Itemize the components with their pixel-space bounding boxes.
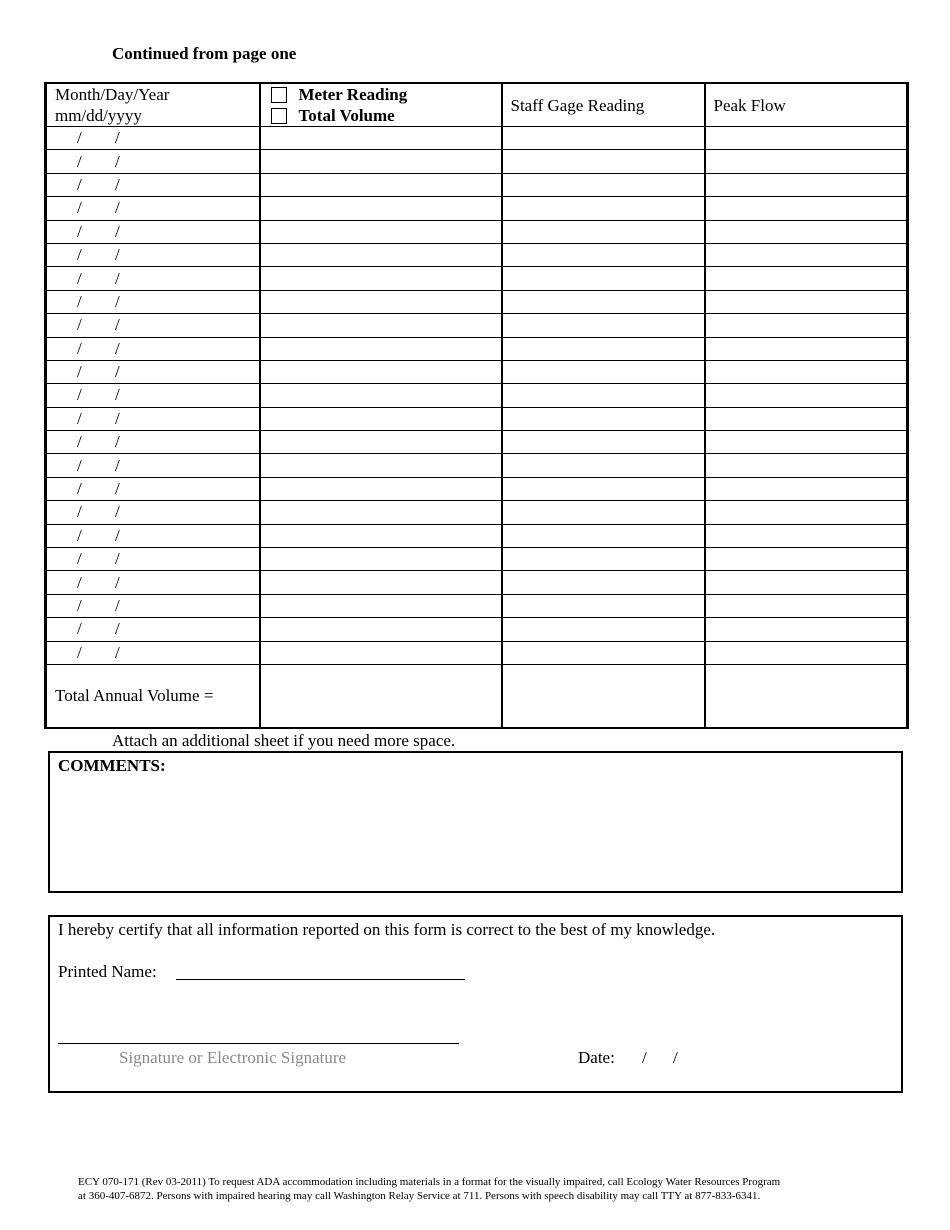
reading-cell[interactable] — [260, 594, 502, 617]
table-row — [46, 127, 908, 150]
footer-line-1: ECY 070-171 (Rev 03-2011) To request ADA accommodation including materials in a format for the visually impaired, call Ecology Water Resources Program — [78, 1176, 781, 1188]
staff-gage-cell[interactable] — [502, 571, 705, 594]
reading-cell[interactable] — [260, 337, 502, 360]
table-row — [46, 407, 908, 430]
reading-cell[interactable] — [260, 360, 502, 383]
staff-gage-cell[interactable] — [502, 641, 705, 664]
footer-line-2: at 360-407-6872. Persons with impaired hearing may call Washington Relay Service at 711. Persons with speech disability may call TTY at 877-833-6341. — [78, 1190, 761, 1202]
date-cell[interactable] — [46, 501, 260, 524]
date-slash: / — [115, 198, 120, 218]
peak-flow-cell[interactable] — [705, 360, 908, 383]
date-slash: / — [115, 174, 120, 194]
peak-flow-cell[interactable] — [705, 524, 908, 547]
table-row — [46, 641, 908, 664]
total-annual-volume-label: Total Annual Volume = — [46, 664, 260, 728]
staff-gage-cell[interactable] — [502, 454, 705, 477]
date-cell[interactable] — [46, 571, 260, 594]
staff-gage-cell[interactable] — [502, 431, 705, 454]
reading-cell[interactable] — [260, 501, 502, 524]
table-row — [46, 197, 908, 220]
peak-flow-cell[interactable] — [705, 314, 908, 337]
date-cell[interactable] — [46, 173, 260, 196]
date-slash: / — [77, 642, 82, 662]
table-row — [46, 618, 908, 641]
reading-cell[interactable] — [260, 243, 502, 266]
date-slash: / — [642, 1048, 647, 1067]
date-slash: / — [115, 221, 120, 241]
table-row — [46, 243, 908, 266]
date-slash: / — [115, 245, 120, 265]
staff-gage-cell[interactable] — [502, 501, 705, 524]
table-row — [46, 571, 908, 594]
table-row — [46, 150, 908, 173]
date-cell[interactable] — [46, 641, 260, 664]
date-slash: / — [77, 479, 82, 499]
header-reading-type — [260, 83, 502, 127]
date-slash: / — [115, 572, 120, 592]
date-slash: / — [77, 362, 82, 382]
reading-cell[interactable] — [260, 220, 502, 243]
date-cell[interactable] — [46, 618, 260, 641]
table-row — [46, 220, 908, 243]
date-slash: / — [77, 619, 82, 639]
reading-cell[interactable] — [260, 173, 502, 196]
peak-flow-cell[interactable] — [705, 243, 908, 266]
date-slash: / — [115, 642, 120, 662]
printed-name-label: Printed Name: — [58, 962, 157, 981]
reading-cell[interactable] — [260, 267, 502, 290]
date-slash: / — [77, 408, 82, 428]
table-header-row — [46, 83, 908, 127]
total-volume-checkbox[interactable] — [271, 108, 287, 124]
total-staff-field[interactable] — [502, 664, 705, 728]
peak-flow-cell[interactable] — [705, 618, 908, 641]
date-slash: / — [77, 338, 82, 358]
total-volume-label: Total Volume — [298, 106, 395, 125]
reading-cell[interactable] — [260, 197, 502, 220]
date-slash: / — [115, 479, 120, 499]
peak-flow-cell[interactable] — [705, 220, 908, 243]
peak-flow-cell[interactable] — [705, 477, 908, 500]
date-slash: / — [115, 362, 120, 382]
staff-gage-cell[interactable] — [502, 314, 705, 337]
date-slash: / — [77, 315, 82, 335]
staff-gage-cell[interactable] — [502, 618, 705, 641]
printed-name-field[interactable] — [176, 979, 465, 980]
peak-flow-cell[interactable] — [705, 173, 908, 196]
peak-flow-cell[interactable] — [705, 197, 908, 220]
total-annual-volume-row — [46, 664, 908, 728]
date-cell[interactable] — [46, 524, 260, 547]
certification-box — [48, 915, 903, 1093]
table-row — [46, 501, 908, 524]
date-cell[interactable] — [46, 314, 260, 337]
header-date — [46, 83, 260, 127]
certification-statement: I hereby certify that all information reported on this form is correct to the best of my knowledge. — [58, 920, 716, 939]
peak-flow-cell[interactable] — [705, 384, 908, 407]
date-slash: / — [77, 268, 82, 288]
table-row — [46, 314, 908, 337]
date-slash: / — [115, 338, 120, 358]
peak-flow-cell[interactable] — [705, 431, 908, 454]
peak-flow-cell[interactable] — [705, 127, 908, 150]
date-slash: / — [77, 151, 82, 171]
staff-gage-cell[interactable] — [502, 220, 705, 243]
peak-flow-cell[interactable] — [705, 407, 908, 430]
peak-flow-cell[interactable] — [705, 337, 908, 360]
total-peak-field[interactable] — [705, 664, 908, 728]
date-cell[interactable] — [46, 267, 260, 290]
date-slash: / — [77, 221, 82, 241]
date-slash: / — [115, 502, 120, 522]
peak-flow-cell[interactable] — [705, 501, 908, 524]
staff-gage-cell[interactable] — [502, 173, 705, 196]
date-slash: / — [77, 291, 82, 311]
table-row — [46, 431, 908, 454]
reading-cell[interactable] — [260, 524, 502, 547]
staff-gage-cell[interactable] — [502, 524, 705, 547]
table-row — [46, 384, 908, 407]
date-cell[interactable] — [46, 454, 260, 477]
header-date-line2: mm/dd/yyyy — [55, 106, 142, 125]
staff-gage-cell[interactable] — [502, 267, 705, 290]
date-cell[interactable] — [46, 594, 260, 617]
table-row — [46, 267, 908, 290]
date-slash: / — [77, 502, 82, 522]
peak-flow-cell[interactable] — [705, 641, 908, 664]
peak-flow-cell[interactable] — [705, 150, 908, 173]
date-slash: / — [115, 291, 120, 311]
reading-cell[interactable] — [260, 641, 502, 664]
staff-gage-cell[interactable] — [502, 360, 705, 383]
table-row — [46, 477, 908, 500]
comments-label: COMMENTS: — [58, 756, 166, 775]
date-slash: / — [77, 432, 82, 452]
reading-cell[interactable] — [260, 431, 502, 454]
attach-note: Attach an additional sheet if you need more space. — [112, 731, 456, 750]
staff-gage-cell[interactable] — [502, 407, 705, 430]
date-slash: / — [115, 455, 120, 475]
staff-gage-cell[interactable] — [502, 290, 705, 313]
reading-cell[interactable] — [260, 548, 502, 571]
date-cell[interactable] — [46, 384, 260, 407]
date-slash: / — [115, 619, 120, 639]
peak-flow-cell[interactable] — [705, 571, 908, 594]
comments-box[interactable] — [48, 751, 903, 893]
staff-gage-cell[interactable] — [502, 150, 705, 173]
date-cell[interactable] — [46, 220, 260, 243]
date-slash: / — [673, 1048, 678, 1067]
table-row — [46, 454, 908, 477]
header-date-line1: Month/Day/Year — [55, 85, 170, 104]
date-slash: / — [115, 525, 120, 545]
total-annual-volume-field[interactable] — [260, 664, 502, 728]
signature-field[interactable] — [58, 1043, 459, 1044]
date-slash: / — [115, 151, 120, 171]
staff-gage-cell[interactable] — [502, 477, 705, 500]
reading-cell[interactable] — [260, 454, 502, 477]
reading-cell[interactable] — [260, 384, 502, 407]
peak-flow-cell[interactable] — [705, 454, 908, 477]
header-staff-gage: Staff Gage Reading — [502, 83, 705, 127]
date-slash: / — [115, 432, 120, 452]
table-row — [46, 594, 908, 617]
table-row — [46, 173, 908, 196]
date-cell[interactable] — [46, 360, 260, 383]
date-cell[interactable] — [46, 407, 260, 430]
reading-cell[interactable] — [260, 314, 502, 337]
staff-gage-cell[interactable] — [502, 243, 705, 266]
staff-gage-cell[interactable] — [502, 127, 705, 150]
water-use-log-table — [44, 82, 909, 729]
reading-cell[interactable] — [260, 290, 502, 313]
table-row — [46, 360, 908, 383]
peak-flow-cell[interactable] — [705, 594, 908, 617]
table-row — [46, 290, 908, 313]
date-slash: / — [77, 198, 82, 218]
date-label: Date: — [578, 1048, 615, 1067]
date-slash: / — [115, 385, 120, 405]
meter-reading-label: Meter Reading — [298, 85, 408, 104]
table-row — [46, 337, 908, 360]
date-cell[interactable] — [46, 431, 260, 454]
reading-cell[interactable] — [260, 571, 502, 594]
reading-cell[interactable] — [260, 477, 502, 500]
peak-flow-cell[interactable] — [705, 267, 908, 290]
date-cell[interactable] — [46, 150, 260, 173]
continued-heading: Continued from page one — [112, 44, 297, 63]
date-slash: / — [77, 596, 82, 615]
date-cell[interactable] — [46, 337, 260, 360]
date-slash: / — [77, 525, 82, 545]
reading-cell[interactable] — [260, 127, 502, 150]
date-cell[interactable] — [46, 290, 260, 313]
date-field[interactable] — [642, 1048, 704, 1068]
date-slash: / — [77, 174, 82, 194]
date-slash: / — [77, 385, 82, 405]
header-peak-flow: Peak Flow — [705, 83, 908, 127]
staff-gage-cell[interactable] — [502, 337, 705, 360]
reading-cell[interactable] — [260, 150, 502, 173]
table-row — [46, 548, 908, 571]
peak-flow-cell[interactable] — [705, 290, 908, 313]
date-cell[interactable] — [46, 548, 260, 571]
date-cell[interactable] — [46, 127, 260, 150]
staff-gage-cell[interactable] — [502, 197, 705, 220]
date-slash: / — [115, 549, 120, 569]
date-slash: / — [77, 128, 82, 148]
date-slash: / — [115, 315, 120, 335]
date-slash: / — [77, 549, 82, 569]
date-slash: / — [115, 268, 120, 288]
form-footer — [78, 1175, 888, 1203]
staff-gage-cell[interactable] — [502, 548, 705, 571]
date-cell[interactable] — [46, 477, 260, 500]
date-cell[interactable] — [46, 243, 260, 266]
date-slash: / — [77, 572, 82, 592]
date-slash: / — [115, 408, 120, 428]
reading-cell[interactable] — [260, 618, 502, 641]
signature-caption: Signature or Electronic Signature — [119, 1048, 347, 1067]
meter-reading-checkbox[interactable] — [271, 87, 287, 103]
date-cell[interactable] — [46, 197, 260, 220]
date-slash: / — [77, 245, 82, 265]
date-slash: / — [77, 455, 82, 475]
staff-gage-cell[interactable] — [502, 594, 705, 617]
date-slash: / — [115, 596, 120, 615]
staff-gage-cell[interactable] — [502, 384, 705, 407]
peak-flow-cell[interactable] — [705, 548, 908, 571]
date-slash: / — [115, 128, 120, 148]
reading-cell[interactable] — [260, 407, 502, 430]
table-row — [46, 524, 908, 547]
